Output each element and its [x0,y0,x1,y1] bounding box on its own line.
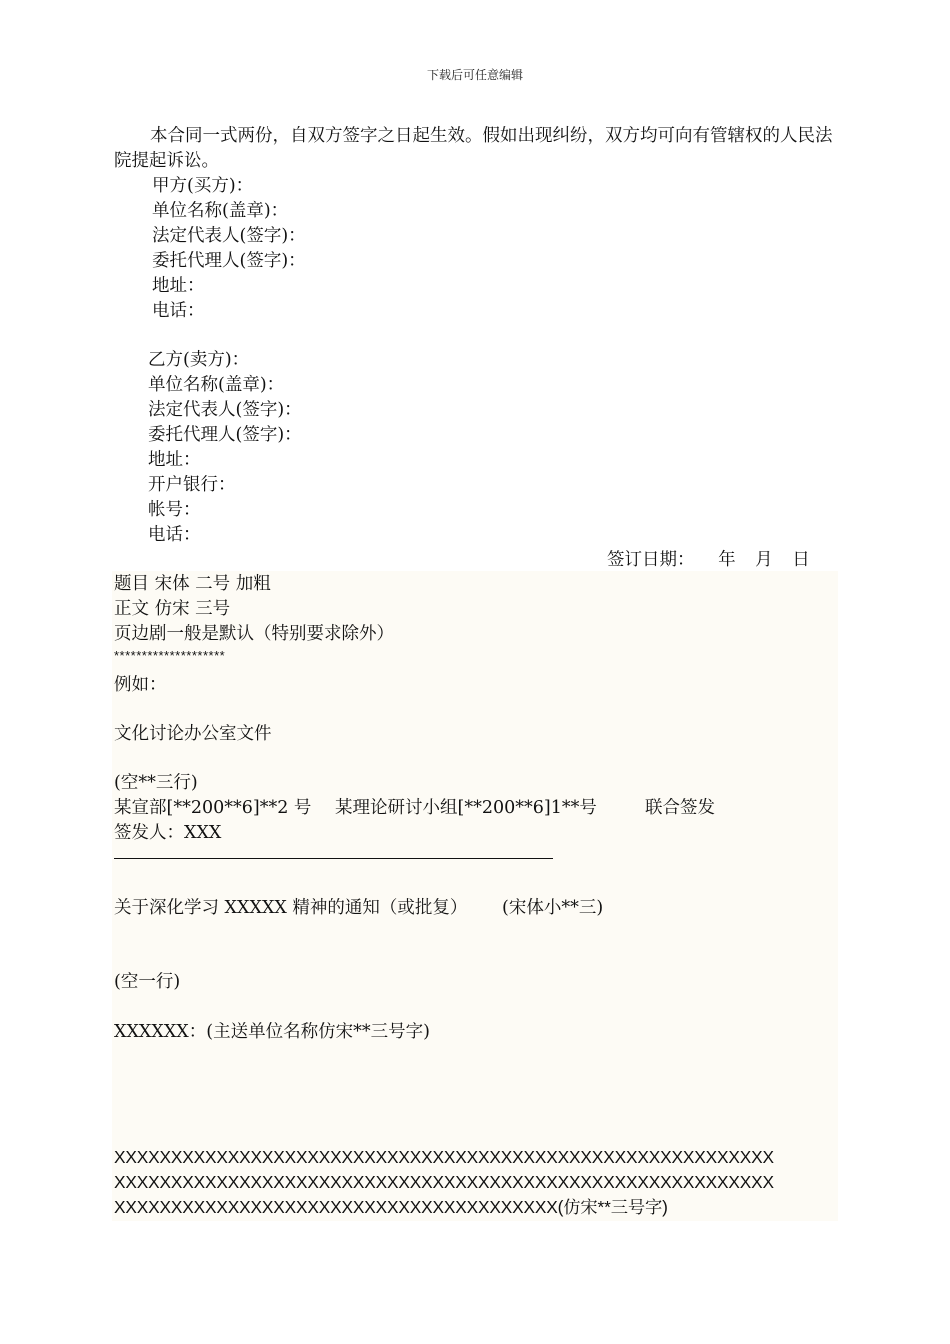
party-b-title: 乙方(卖方)： [148,350,250,370]
recipient-line: XXXXXX：(主送单位名称仿宋**三号字) [114,1022,430,1042]
document-number-1: 某宣部[**200**6]**2 号 [114,798,312,818]
party-a-agent: 委托代理人(签字)： [152,251,306,271]
office-document-title: 文化讨论办公室文件 [114,724,272,744]
star-separator: ******************** [114,648,226,663]
placeholder-body-line-1: XXXXXXXXXXXXXXXXXXXXXXXXXXXXXXXXXXXXXXXXXXXXXXXXXXXXXXXXXX [114,1147,774,1167]
party-b-account: 帐号： [148,500,201,520]
signing-date [607,548,810,573]
blank-three-lines: (空**三行) [114,773,198,793]
subject-font-note: (宋体小**三) [502,898,604,918]
party-b-bank: 开户银行： [148,475,236,495]
document-number-2: 某理论研讨小组[**200**6]1**号 [335,798,597,818]
body-format-note: 正文 仿宋 三号 [114,599,231,619]
margin-note: 页边剧一般是默认（特别要求除外） [114,624,394,644]
red-header-rule [114,858,553,859]
party-b-rep: 法定代表人(签字)： [148,400,302,420]
date-label: 签订日期： [607,550,695,570]
contract-paragraph: 本合同一式两份，自双方签字之日起生效。假如出现纠纷，双方均可向有管辖权的人民法院提起诉讼。 [114,126,833,171]
title-format-note: 题目 宋体 二号 加粗 [114,574,271,594]
date-month: 月 [755,550,773,570]
signer: 签发人：XXX [114,823,222,843]
party-b-phone: 电话： [148,525,201,545]
party-a-address: 地址： [152,276,205,296]
party-a-phone: 电话： [152,301,205,321]
party-a-title: 甲方(买方)： [152,176,254,196]
party-a-unit: 单位名称(盖章)： [152,201,289,221]
party-b-unit: 单位名称(盖章)： [148,375,285,395]
date-day: 日 [792,550,810,570]
blank-one-line: (空一行) [114,972,181,992]
page-header: 下载后可任意编辑 [426,68,523,82]
placeholder-body-line-2: XXXXXXXXXXXXXXXXXXXXXXXXXXXXXXXXXXXXXXXXXXXXXXXXXXXXXXXXXX [114,1172,774,1192]
example-label: 例如： [114,675,167,695]
party-b-agent: 委托代理人(签字)： [148,425,302,445]
notice-subject: 关于深化学习 XXXXX 精神的通知（或批复） [114,898,468,918]
joint-issue: 联合签发 [645,798,715,818]
party-b-address: 地址： [148,450,201,470]
placeholder-body-line-3: XXXXXXXXXXXXXXXXXXXXXXXXXXXXXXXXXXXXXXX(仿宋**三号字) [114,1197,668,1217]
date-year: 年 [718,550,736,570]
party-a-rep: 法定代表人(签字)： [152,226,306,246]
